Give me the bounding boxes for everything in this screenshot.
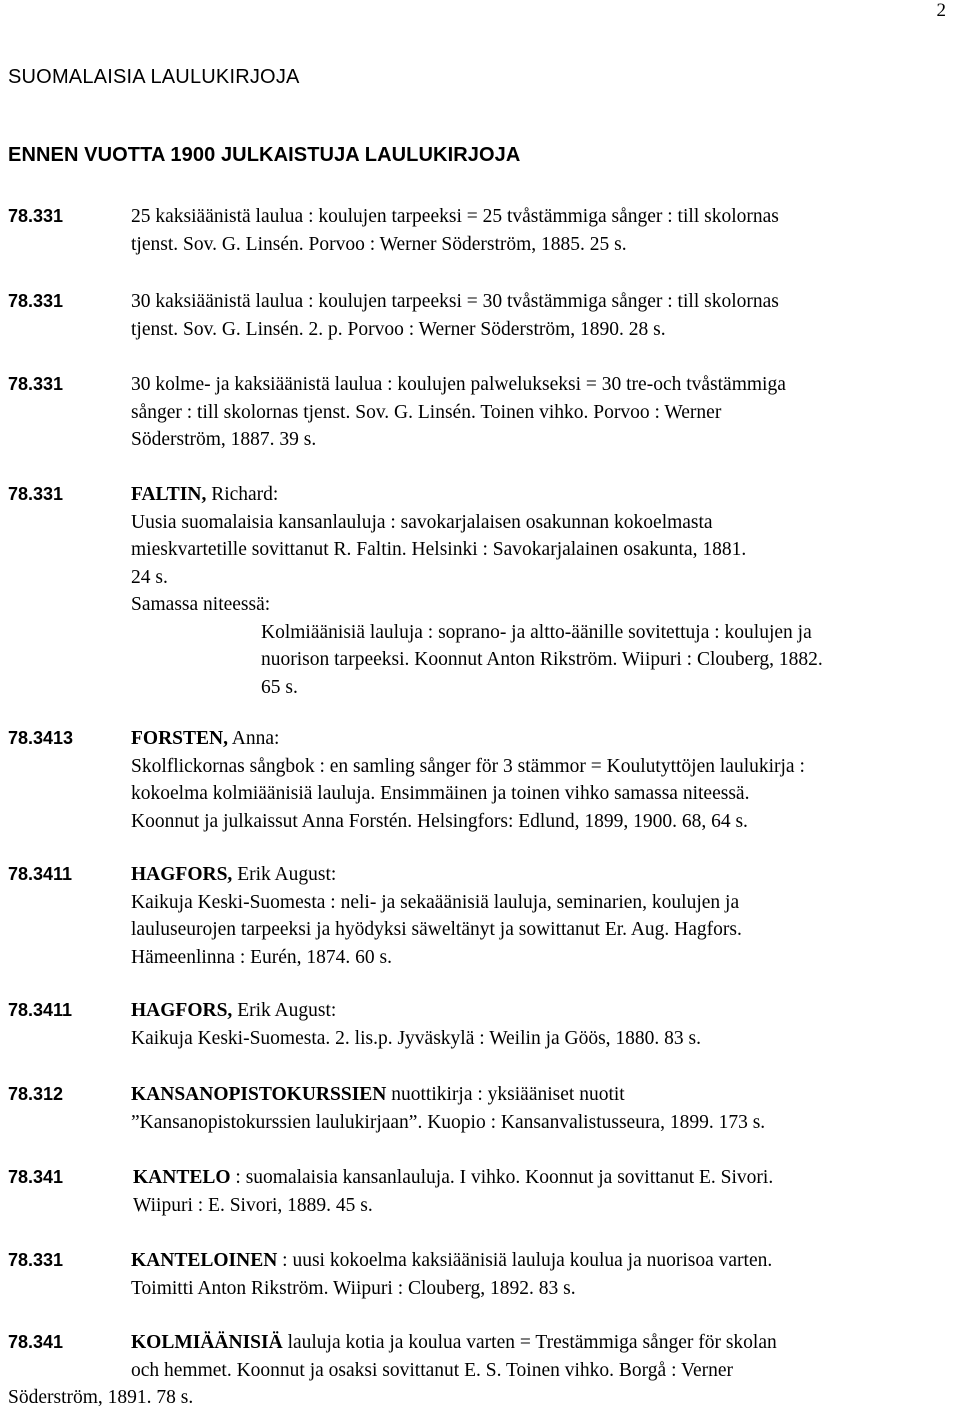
catalog-entry xyxy=(8,725,952,835)
entry-title-line xyxy=(133,1164,952,1192)
entry-line: Hämeenlinna : Eurén, 1874. 60 s. xyxy=(131,946,393,968)
catalog-entry xyxy=(8,861,952,971)
entry-title-rest: : uusi kokoelma kaksiäänisiä lauluja koulua ja nuorisoa varten. xyxy=(277,1250,773,1271)
catalog-entry xyxy=(8,203,952,258)
entry-code: 78.331 xyxy=(8,374,64,394)
catalog-entry xyxy=(8,997,952,1052)
entry-line: lauluseurojen tarpeeksi ja hyödyksi säweltänyt ja sowittanut Er. Aug. Hagfors. xyxy=(131,919,742,940)
entry-line: 30 kaksiäänistä laulua : koulujen tarpeeksi = 30 tvåstämmiga sånger : till skolornas xyxy=(131,291,779,312)
entry-author: FORSTEN, xyxy=(131,728,228,749)
entry-author: HAGFORS, xyxy=(131,864,233,885)
entry-title: KANTELO xyxy=(133,1167,231,1188)
entry-code: 78.331 xyxy=(8,291,64,311)
entry-author-line xyxy=(131,861,952,889)
entry-title-line xyxy=(131,1329,952,1357)
entry-title-rest: lauluja kotia ja koulua varten = Trestämmiga sånger för skolan xyxy=(282,1332,777,1353)
entry-author-line xyxy=(131,725,952,753)
entry-title: KANSANOPISTOKURSSIEN xyxy=(131,1084,387,1105)
entry-code: 78.341 xyxy=(8,1167,64,1187)
catalog-entry xyxy=(8,1329,952,1412)
catalog-entry xyxy=(8,288,952,343)
entry-code: 78.341 xyxy=(8,1332,64,1352)
entry-title-rest: : suomalaisia kansanlauluja. I vihko. Koonnut ja sovittanut E. Sivori. xyxy=(230,1167,774,1188)
entry-line: Koonnut ja julkaissut Anna Forstén. Helsingfors: Edlund, 1899, 1900. 68, 64 s. xyxy=(131,810,748,832)
entry-line: sånger : till skolornas tjenst. Sov. G. Linsén. Toinen vihko. Porvoo : Werner xyxy=(131,401,722,423)
entry-code: 78.3411 xyxy=(8,864,73,884)
catalog-entry xyxy=(8,1164,952,1219)
entry-line: tjenst. Sov. G. Linsén. 2. p. Porvoo : Werner Söderström, 1890. 28 s. xyxy=(131,318,666,340)
entry-sub-line: nuorison tarpeeksi. Koonnut Anton Rikström. Wiipuri : Clouberg, 1882. xyxy=(261,649,823,670)
entry-line: 30 kolme- ja kaksiäänistä laulua : koulujen palwelukseksi = 30 tre-och tvåstämmiga xyxy=(131,374,786,395)
entry-author-rest: Erik August: xyxy=(232,864,337,885)
entry-line: Uusia suomalaisia kansanlauluja : savokarjalaisen osakunnan kokoelmasta xyxy=(131,511,713,533)
entry-title: KOLMIÄÄNISIÄ xyxy=(131,1332,283,1353)
entry-line: och hemmet. Koonnut ja osaksi sovittanut E. S. Toinen vihko. Borgå : Verner xyxy=(131,1359,733,1381)
entry-author-rest: Richard: xyxy=(206,484,279,505)
entry-line: Toimitti Anton Rikström. Wiipuri : Clouberg, 1892. 83 s. xyxy=(131,1277,576,1299)
entry-line: 25 kaksiäänistä laulua : koulujen tarpeeksi = 25 tvåstämmiga sånger : till skolornas xyxy=(131,206,779,227)
entry-line: Samassa niteessä: xyxy=(131,594,271,615)
entry-title-rest: nuottikirja : yksiääniset nuotit xyxy=(386,1084,625,1105)
entry-author-line xyxy=(131,997,952,1025)
entry-line: kokoelma kolmiäänisiä lauluja. Ensimmäinen ja toinen vihko samassa niteessä. xyxy=(131,783,750,804)
entry-line: ”Kansanopistokurssien laulukirjaan”. Kuopio : Kansanvalistusseura, 1899. 173 s. xyxy=(131,1111,766,1133)
entry-line: Kaikuja Keski-Suomesta. 2. lis.p. Jyväskylä : Weilin ja Göös, 1880. 83 s. xyxy=(131,1027,702,1049)
catalog-entry xyxy=(8,1247,952,1302)
entry-line: Söderström, 1891. 78 s. xyxy=(8,1387,194,1408)
entry-author-line xyxy=(131,481,952,509)
entry-code: 78.331 xyxy=(8,206,64,226)
entry-line: mieskvartetille sovittanut R. Faltin. Helsinki : Savokarjalainen osakunta, 1881. xyxy=(131,539,747,560)
entry-code: 78.331 xyxy=(8,1250,64,1270)
entry-title-line xyxy=(131,1081,952,1109)
entry-line: Skolflickornas sångbok : en samling sånger för 3 stämmor = Koulutyttöjen laulukirja : xyxy=(131,755,805,777)
entry-line: tjenst. Sov. G. Linsén. Porvoo : Werner Söderström, 1885. 25 s. xyxy=(131,233,627,255)
entry-line: Wiipuri : E. Sivori, 1889. 45 s. xyxy=(133,1194,373,1216)
entry-code: 78.3413 xyxy=(8,728,74,748)
catalog-entry xyxy=(8,1081,952,1136)
catalog-entry xyxy=(8,371,952,454)
entry-author-rest: Anna: xyxy=(227,728,280,749)
entry-author: HAGFORS, xyxy=(131,1000,233,1021)
entry-code: 78.3411 xyxy=(8,1000,73,1020)
page-subheading: ENNEN VUOTTA 1900 JULKAISTUJA LAULUKIRJOJA xyxy=(8,144,521,166)
entry-sub-line: 65 s. xyxy=(261,676,298,698)
page-heading: SUOMALAISIA LAULUKIRJOJA xyxy=(8,66,300,88)
entry-code: 78.331 xyxy=(8,484,64,504)
entry-author-rest: Erik August: xyxy=(232,1000,337,1021)
entry-author: FALTIN, xyxy=(131,484,207,505)
page-number: 2 xyxy=(936,0,946,21)
entry-title: KANTELOINEN xyxy=(131,1250,278,1271)
entry-code: 78.312 xyxy=(8,1084,64,1104)
entry-line: Kaikuja Keski-Suomesta : neli- ja sekaäänisiä lauluja, seminarien, koulujen ja xyxy=(131,891,740,913)
catalog-entry xyxy=(8,481,952,701)
entry-sub-line: Kolmiäänisiä lauluja : soprano- ja altto-äänille sovitettuja : koulujen ja xyxy=(261,621,812,643)
entry-line: Söderström, 1887. 39 s. xyxy=(131,429,317,450)
entry-line: 24 s. xyxy=(131,566,168,588)
entry-title-line xyxy=(131,1247,952,1275)
